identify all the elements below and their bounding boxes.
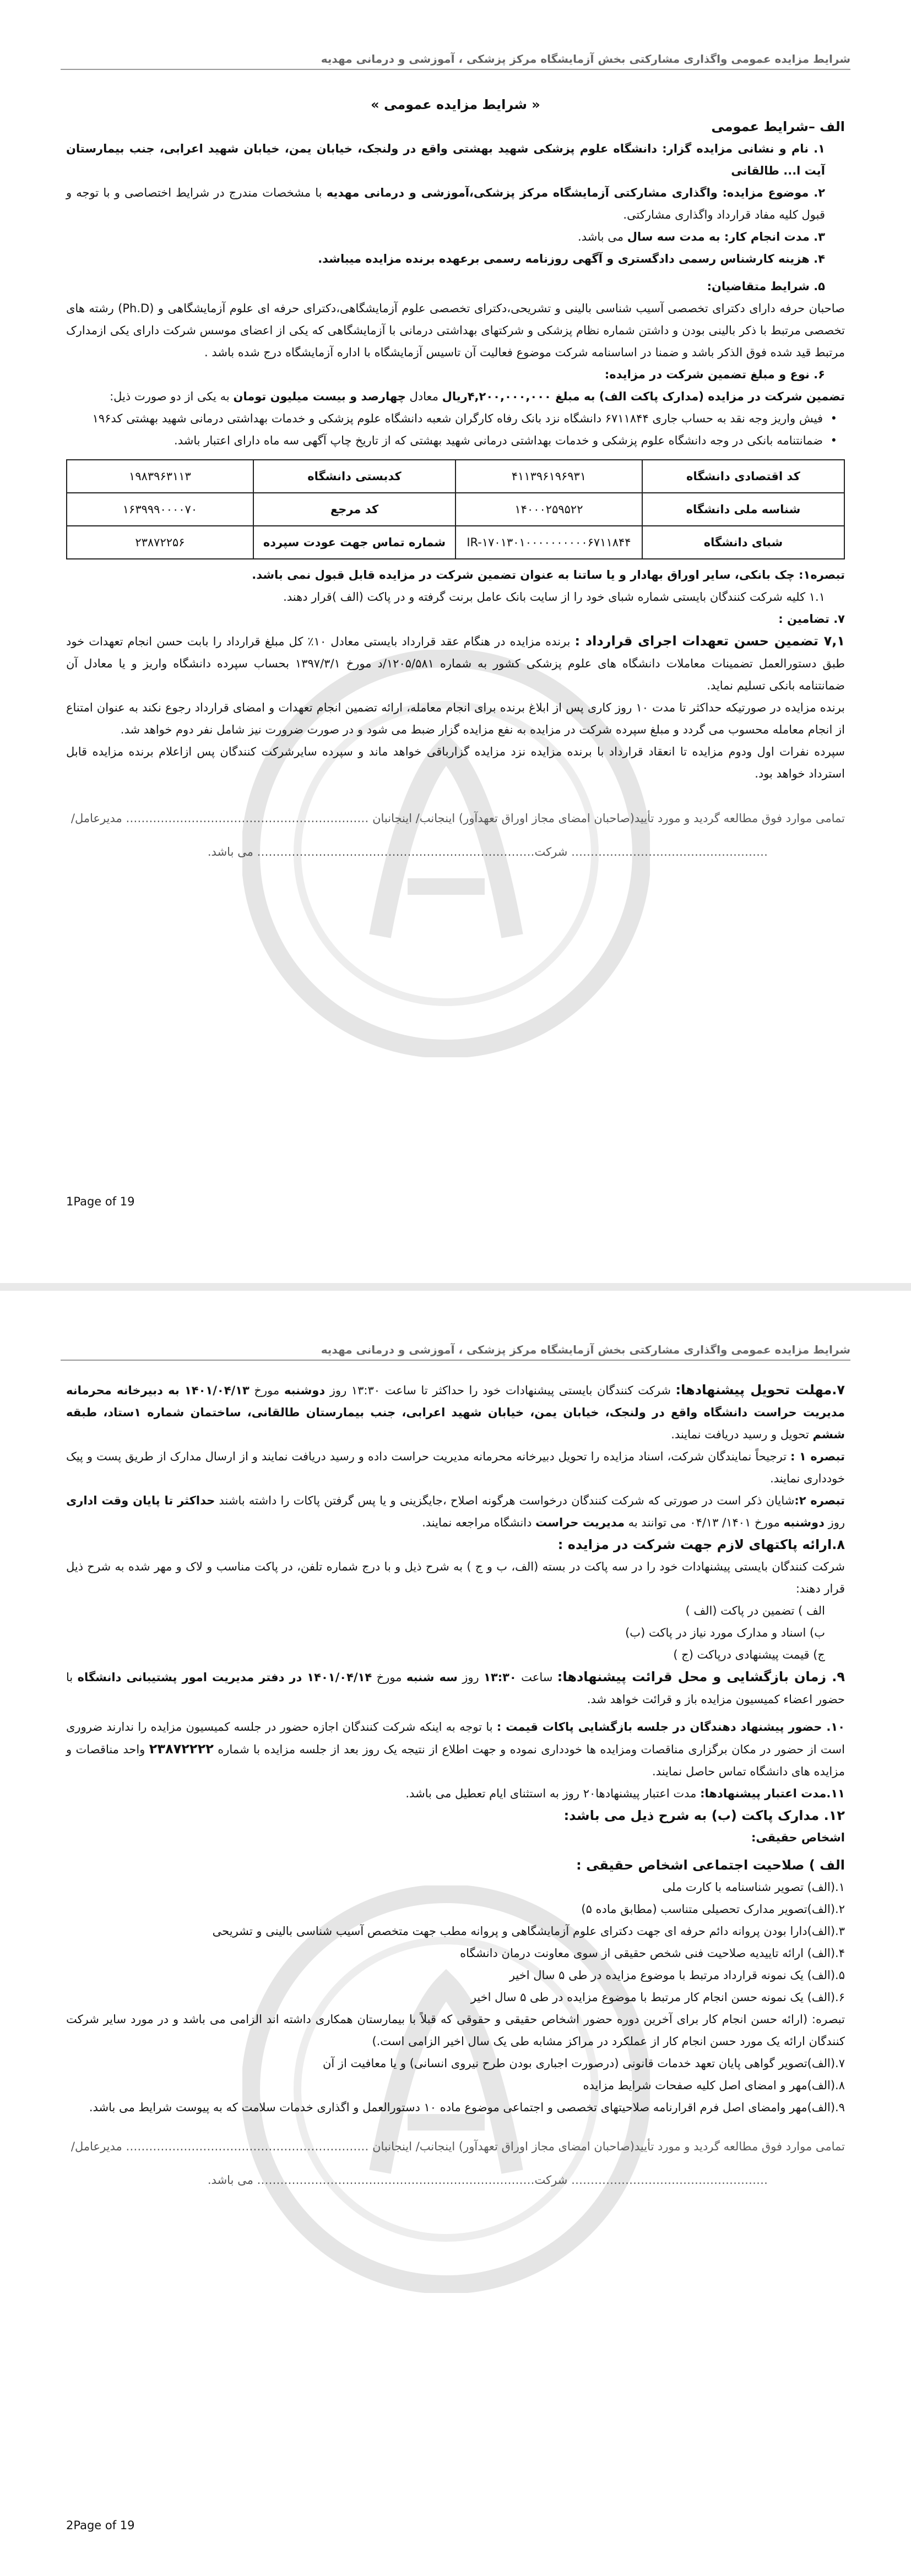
item-10: ۱۰. حضور پیشنهاد دهندگان در جلسه بازگشایی پاکات قیمت : با توجه به اینکه شرکت کنندگان اجازه حضور در جلسه کمیسیون مزایده را ندارند ضروری است از حضور در مکان برگزاری مناقصات ومزایده ها خودداری نموده و جهت اطلاع از نتیجه یک روز بعد از جلسه مزایده با شماره ۲۳۸۷۲۲۲۲ واحد مناقصات و مزایده های دانشگاه تماس حاصل نمایند.	[66, 1720, 845, 1778]
list-item: ۲.(الف)تصویر مدارک تحصیلی متناسب (مطابق ماده ۵)	[581, 1903, 845, 1916]
item-6-title: ۶. نوع و مبلغ تضمین شرکت در مزایده:	[604, 368, 825, 381]
list-item: ۳.(الف)دارا بودن پروانه دائم حرفه ای جهت دکترای علوم آزمایشگاهی و پروانه مطب جهت متخصص آسیب شناسی بالینی و تشریحی	[212, 1925, 845, 1938]
item-7-deadline: ۷.مهلت تحویل پیشنهادها: شرکت کنندگان بایستی پیشنهادات خود را حداکثر تا ساعت ۱۳:۳۰ روز دوشنبه مورخ ۱۴۰۱/۰۴/۱۳ به دبیرخانه محرمانه مدیریت حراست دانشگاه واقع در ولنجک، خیابان یمن، خیابان شهید اعرابی، جنب بیمارستان طالقانی، ساختمان شماره ۱ستاد، طبقه ششم تحویل و رسید دریافت نمایند.	[66, 1382, 845, 1441]
note-delivery-2: تبصره ۲:شایان ذکر است در صورتی که شرکت کنندگان درخواست هرگونه اصلاح ،جایگزینی و یا پس گرفتن پاکات را داشته باشند حداکثر تا پایان وقت اداری روز دوشنبه مورخ ۱۴۰۱/ ۰۴/۱۳ می توانند به مدیریت حراست دانشگاه مراجعه نمایند.	[66, 1494, 845, 1529]
list-item: ۶.(الف) یک نمونه حسن انجام کار مرتبط با موضوع مزایده در طی ۵ سال اخیر	[470, 1991, 845, 2004]
item-8-title: ۸.ارائه پاکتهای لازم جهت شرکت در مزایده :	[557, 1537, 845, 1552]
signature-line-2: …………………………………………… شرکت……………………………………………………………… می باشد.	[207, 845, 768, 858]
university-account-table	[66, 459, 845, 559]
list-item: ۷.(الف)تصویر گواهی پایان تعهد خدمات قانونی (درصورت اجباری بودن طرح نیروی انسانی) و یا معافیت از آن	[322, 2057, 845, 2070]
table-row: کد اقتصادی دانشگاه ۴۱۱۳۹۶۱۹۶۹۳۱ کدبستی دانشگاه ۱۹۸۳۹۶۳۱۱۳	[67, 460, 844, 493]
note-1-sub: ۱.۱ کلیه شرکت کنندگان بایستی شماره شبای خود را از سایت بانک عامل برنت گرفته و در پاکت (الف )قرار دهند.	[283, 590, 825, 604]
list-item: ۹.(الف)مهر وامضای اصل فرم اقرارنامه صلاحیتهای تخصصی و اجتماعی موضوع ماده ۱۰ دستورالعمل و اگذاری خدمات سلامت که به پیوست شرایط می باشد.	[89, 2101, 845, 2114]
performance-note: تبصره: (ارائه حسن انجام کار برای آخرین دوره حضور اشخاص حقیقی و حقوقی که قبلاً با بیمارستان همکاری داشته اند الزامی می باشد و در مورد سایر شرکت کنندگان ارائه یک مورد حسن انجام کار از عملکرد در مراکز مشابه طی یک سال اخیر الزامی است.)	[66, 2013, 845, 2048]
list-item: ۵.(الف) یک نمونه قرارداد مرتبط با موضوع مزایده در طی ۵ سال اخیر	[509, 1969, 845, 1982]
envelope-b: ب) اسناد و مدارک مورد نیاز در پاکت (ب)	[625, 1626, 825, 1639]
table-row: شناسه ملی دانشگاه ۱۴۰۰۰۲۵۹۵۲۲ کد مرجع ۱۶۳۹۹۹۰۰۰۰۷۰	[67, 493, 844, 526]
item-6-text: تضمین شرکت در مزایده (مدارک پاکت الف) به مبلغ ۴,۲۰۰,۰۰۰,۰۰۰ریال معادل چهارصد و بیست میلیون تومان به یکی از دو صورت ذیل:	[110, 390, 845, 403]
envelope-a: الف ) تضمین در پاکت (الف )	[685, 1604, 825, 1617]
winner-refusal-paragraph: برنده مزایده در صورتیکه حداکثر تا مدت ۱۰ روز کاری پس از ابلاغ برنده برای انجام معامله، ارائه تضمین انجام تعهدات و امضای قرارداد رجوع نکند به عنوان امتناع از انجام معامله محسوب می گردد و مبلغ سپرده شرکت در مزایده به نفع مزایده گزار ضبط می شود و در صورت ضرورت نیز شامل نفر دوم خواهد شد.	[66, 701, 845, 736]
item-7-1: ۷,۱ تضمین حسن تعهدات اجرای قرارداد : برنده مزایده در هنگام عقد قرارداد بایستی معادل ۱۰٪ کل مبلغ قرارداد را بابت حسن انجام تعهدات خود طبق دستورالعمل تضمینات معاملات دانشگاه های علوم پزشکی کشور به شماره ۱۲۰۵/۵۸۱/د مورخ ۱۳۹۷/۳/۱ بحساب سپرده دانشگاه واریز و یا معادل آن ضمانتنامه بانکی تسلیم نماید.	[66, 633, 845, 692]
note-1: تبصره۱: چک بانکی، سایر اوراق بهادار و یا ساتنا به عنوان تضمین شرکت در مزایده قابل قبول نمی باشد.	[252, 568, 845, 581]
item-8-text: شرکت کنندگان بایستی پیشنهادات خود را در سه پاکت در بسته (الف، ب و ج ) به شرح ذیل و با درج شماره تلفن، در پاکت مناسب و لاک و مهر شده به شرح ذیل قرار دهند:	[66, 1560, 845, 1595]
document-page-2	[0, 1291, 911, 2576]
note-delivery-1: تبصره ۱ : ترجیحاً نمایندگان شرکت، اسناد مزایده را تحویل دبیرخانه محرمانه مدیریت حراست داده و رسید دریافت نمایند و از ارسال مدارک از طریق پست و پیک خودداری نمایند.	[66, 1450, 845, 1485]
page-1-body	[66, 94, 845, 874]
list-item: ۱.(الف) تصویر شناسنامه با کارت ملی	[662, 1881, 845, 1894]
page-number: 1Page of 19	[66, 1195, 135, 1208]
list-item: ۸.(الف)مهر و امضای اصل کلیه صفحات شرایط مزایده	[583, 2079, 845, 2092]
natural-persons-heading: اشخاص حقیقی:	[751, 1831, 845, 1844]
signature-line-1: تمامی موارد فوق مطالعه گردید و مورد تأیید(صاحبان امضای مجاز اوراق تعهدآور) اینجانب/ اینجانبان ……………………………………………………… مدیرعامل/	[71, 2140, 845, 2153]
section-a-heading: الف –شرایط عمومی	[711, 119, 845, 134]
document-page-1	[0, 0, 911, 1283]
document-title: « شرایط مزایده عمومی »	[371, 97, 540, 112]
item-4: ۴. هزینه کارشناس رسمی دادگستری و آگهی روزنامه رسمی برعهده برنده مزایده میباشد.	[318, 252, 825, 265]
item-5-title: ۵. شرایط متقاضیان:	[707, 280, 825, 293]
deposit-return-paragraph: سپرده نفرات اول ودوم مزایده تا انعقاد قرارداد با برنده مزایده نزد مزایده گزارباقی خواهد ماند و سپرده سایرشرکت کنندگان پس ازاعلام برنده مزایده قابل استرداد خواهد بود.	[66, 745, 845, 780]
list-item: ۴.(الف) ارائه تاییدیه صلاحیت فنی شخص حقیقی از سوی معاونت درمان دانشگاه	[460, 1947, 845, 1960]
item-7-title: ۷. تضامین :	[778, 612, 845, 626]
social-qualification-heading: الف ) صلاحیت اجتماعی اشخاص حقیقی :	[576, 1857, 845, 1873]
item-9: ۹. زمان بازگشایی و محل قرائت پیشنهادها: ساعت ۱۳:۳۰ روز سه شنبه مورخ ۱۴۰۱/۰۴/۱۴ در دفتر مدیریت امور پشتیبانی دانشگاه با حضور اعضاء کمیسیون مزایده باز و قرائت خواهد شد.	[66, 1669, 845, 1706]
item-2: ۲. موضوع مزایده: واگذاری مشارکتی آزمایشگاه مرکز پزشکی،آموزشی و درمانی مهدیه با مشخصات مندرج در شرایط اختصاصی و با توجه و قبول کلیه مفاد قرارداد واگذاری مشارکتی.	[66, 186, 826, 221]
page-2-body	[66, 1379, 845, 2203]
running-header: شرایط مزایده عمومی واگذاری مشارکتی بخش آزمایشگاه مرکز پزشکی ، آموزشی و درمانی مهدیه	[61, 52, 850, 70]
item-12: ۱۲. مدارک پاکت (ب) به شرح ذیل می باشد:	[563, 1808, 845, 1823]
item-1: ۱. نام و نشانی مزایده گزار: دانشگاه علوم پزشکی شهید بهشتی واقع در ولنجک، خیابان یمن، خیابان شهید اعرابی، جنب بیمارستان آیت ا... طالقانی	[66, 142, 825, 177]
envelope-c: ج) قیمت پیشنهادی درپاکت (ج )	[673, 1648, 825, 1661]
item-11: ۱۱.مدت اعتبار پیشنهادها: مدت اعتبار پیشنهادها۲۰ روز به استثنای ایام تعطیل می باشد.	[405, 1787, 845, 1800]
page-number: 2Page of 19	[66, 2519, 135, 2532]
table-row: شبای دانشگاه IR-۱۷۰۱۳۰۱۰۰۰۰۰۰۰۰۰۰۶۷۱۱۸۴۴ شماره تماس جهت عودت سپرده ۲۳۸۷۲۲۵۶	[67, 526, 844, 559]
deposit-option-guarantee: • ضمانتنامه بانکی در وجه دانشگاه علوم پزشکی و خدمات بهداشتی درمانی شهید بهشتی که از تاریخ چاپ آگهی سه ماه دارای اعتبار باشد.	[66, 430, 845, 452]
item-5-text: صاحبان حرفه دارای دکترای تخصصی آسیب شناسی بالینی و تشریحی،دکترای تخصصی علوم آزمایشگاهی،دکترای حرفه ای علوم آزمایشگاهی و (Ph.D) رشته های تخصصی مرتبط با ذکر بالینی بودن و داشتن شماره نظام پزشکی و شرکتهای بهداشتی درمانی با آزمایشگاهی که یکی از اعضای موسس شرکت دارای یکی ازمدارک مرتبط قید شده فوق الذکر باشد و ضمنا در اساسنامه شرکت موضوع فعالیت آن تاسیس آزمایشگاه با اداره آزمایشگاه درج شده باشد .	[66, 302, 845, 359]
signature-line-1: تمامی موارد فوق مطالعه گردید و مورد تأیید(صاحبان امضای مجاز اوراق تعهدآور) اینجانب/ اینجانبان ……………………………………………………… مدیرعامل/	[71, 812, 845, 825]
running-header: شرایط مزایده عمومی واگذاری مشارکتی بخش آزمایشگاه مرکز پزشکی ، آموزشی و درمانی مهدیه	[61, 1343, 850, 1361]
deposit-option-cash: • فیش واریز وجه نقد به حساب جاری ۶۷۱۱۸۴۴ دانشگاه نزد بانک رفاه کارگران شعبه دانشگاه علوم پزشکی و خدمات بهداشتی درمانی شهید بهشتی کد۱۹۶	[66, 407, 845, 430]
item-3: ۳. مدت انجام کار: به مدت سه سال می باشد.	[578, 230, 825, 243]
signature-line-2: …………………………………………… شرکت……………………………………………………………… می باشد.	[207, 2173, 768, 2187]
